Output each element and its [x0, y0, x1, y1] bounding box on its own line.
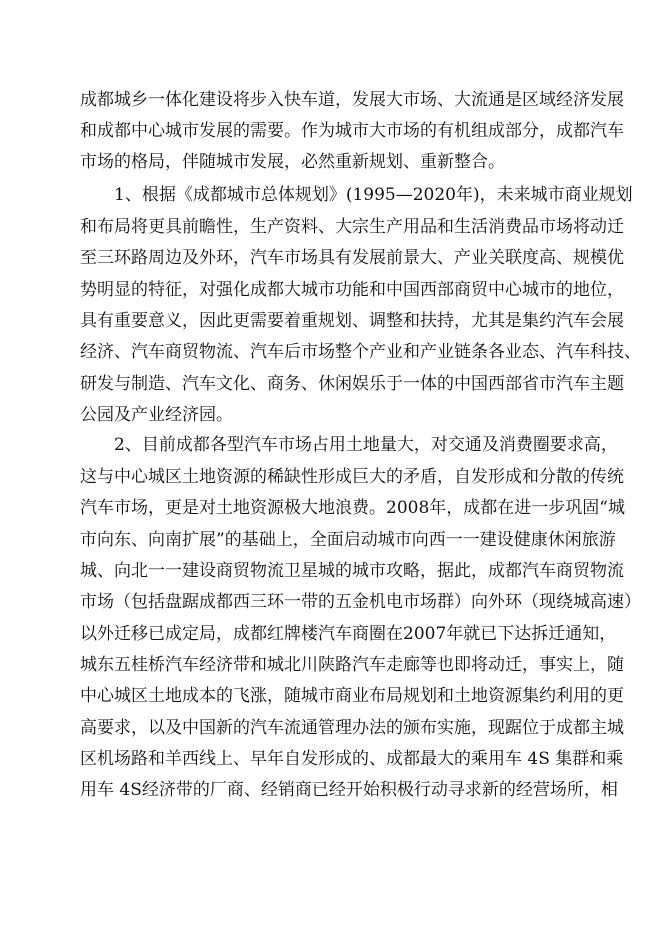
text-line: 以外迁移已成定局，成都红牌楼汽车商圈在2007年就已下达拆迁通知， [80, 624, 617, 644]
text-line: 用车 4S经济带的厂商、经销商已经开始积极行动寻求新的经营场所，相 [80, 780, 618, 800]
text-line: 这与中心城区土地资源的稀缺性形成巨大的矛盾，自发形成和分散的传统 [80, 467, 624, 487]
text-line: 至三环路周边及外环，汽车市场具有发展前景大、产业关联度高、规模优 [80, 248, 624, 268]
text-line: 市场（包括盘踞成都西三环一带的五金机电市场群）向外环（现绕城高速） [80, 592, 641, 612]
text-line: 和成都中心城市发展的需要。作为城市大市场的有机组成部分，成都汽车 [80, 121, 624, 141]
text-line: 公园及产业经济园。 [80, 405, 233, 425]
text-line: 成都城乡一体化建设将步入快车道，发展大市场、大流通是区域经济发展 [80, 90, 624, 110]
text-line: 高要求，以及中国新的汽车流通管理办法的颁布实施，现踞位于成都主城 [80, 718, 624, 738]
text-line: 城东五桂桥汽车经济带和城北川陕路汽车走廊等也即将动迁，事实上，随 [80, 655, 624, 675]
text-line: 和布局将更具前瞻性，生产资料、大宗生产用品和生活消费品市场将动迁 [80, 217, 624, 237]
text-line: 2、目前成都各型汽车市场占用土地量大，对交通及消费圈要求高， [114, 435, 618, 455]
text-line: 市向东、向南扩展”的基础上，全面启动城市向西一一建设健康休闲旅游 [80, 530, 616, 550]
text-line: 势明显的特征，对强化成都大城市功能和中国西部商贸中心城市的地位， [80, 280, 624, 300]
text-line: 市场的格局，伴随城市发展，必然重新规划、重新整合。 [80, 152, 505, 172]
text-line: 城、向北一一建设商贸物流卫星城的城市攻略，据此，成都汽车商贸物流 [80, 561, 624, 581]
text-line: 经济、汽车商贸物流、汽车后市场整个产业和产业链条各业态、汽车科技、 [80, 342, 641, 362]
text-line: 汽车市场，更是对土地资源极大地浪费。2008年，成都在进一步巩固“城 [80, 498, 625, 518]
text-line: 具有重要意义，因此更需要着重规划、调整和扶持，尤其是集约汽车会展 [80, 311, 624, 331]
text-line: 中心城区土地成本的飞涨，随城市商业布局规划和土地资源集约利用的更 [80, 686, 624, 706]
text-line: 1、根据《成都城市总体规划》(1995—2020年)，未来城市商业规划 [114, 185, 633, 205]
text-line: 研发与制造、汽车文化、商务、休闲娱乐于一体的中国西部省市汽车主题 [80, 374, 624, 394]
text-line: 区机场路和羊西线上、早年自发形成的、成都最大的乘用车 4S 集群和乘 [80, 749, 624, 769]
